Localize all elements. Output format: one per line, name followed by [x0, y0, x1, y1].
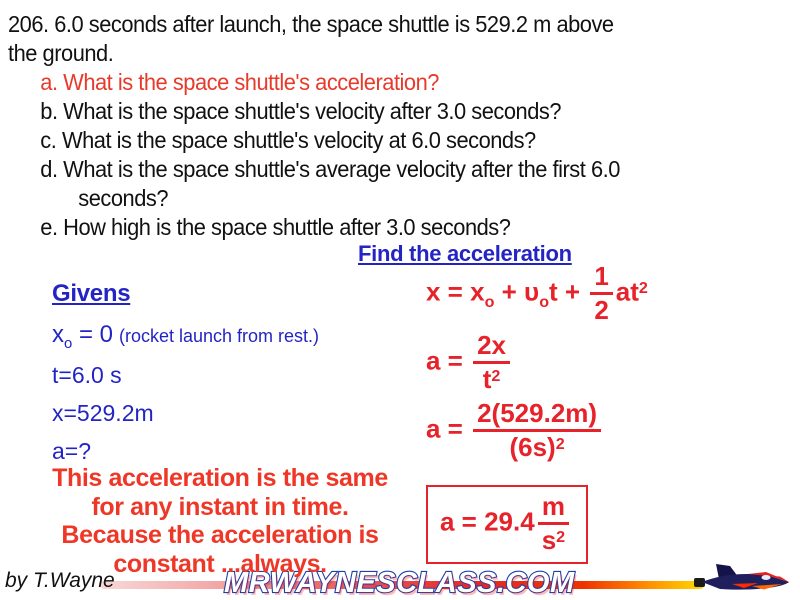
given-x0: $x_o = 0$ (rocket launch from rest.)	[52, 321, 320, 352]
question-a: a. What is the space shuttle's acceleration?	[40, 69, 439, 95]
problem-line: 206. 6.0 seconds after launch, the space shuttle is 529.2 m above	[8, 11, 614, 37]
question-d: d. What is the space shuttle's average velocity after the first 6.0	[40, 156, 620, 182]
credit-text: by T.Wayne	[5, 569, 115, 592]
find-acceleration-heading: Find the acceleration	[358, 241, 572, 266]
acceleration-formula: a = $\frac{2x}{t^2}$	[426, 331, 513, 394]
acceleration-result-box: a = 29.4 $\frac{m}{s^2}$	[426, 485, 588, 564]
given-a: a=?	[52, 438, 92, 464]
given-x: x=529.2m	[52, 400, 154, 426]
question-b: b. What is the space shuttle's velocity after 3.0 seconds?	[40, 98, 562, 124]
problem-line: the ground.	[8, 40, 114, 66]
problem-statement	[8, 10, 768, 242]
kinematics-equation: $x = x_o + \upsilon_ot$ + $\frac{1}{2}$ $at^2$	[426, 261, 648, 326]
givens-section	[52, 280, 319, 476]
given-x0-note: (rocket launch from rest.)	[118, 326, 320, 346]
one-half-fraction: $\frac{1}{2}$	[590, 262, 612, 325]
given-t: t=6.0 s	[52, 362, 122, 388]
acceleration-substitution: a = $\frac{2(529.2m)}{(6s)^2}$	[426, 399, 604, 462]
question-c: c. What is the space shuttle's velocity at 6.0 seconds?	[40, 127, 536, 153]
site-logo-text: MRWAYNESCLASS.COM	[224, 567, 575, 599]
note-text: This acceleration is the same for any instant in time. Because the acceleration is constant ...always.	[52, 464, 388, 578]
givens-heading: Givens	[52, 280, 131, 307]
jet-icon	[692, 562, 796, 598]
question-d-continued: seconds?	[78, 185, 169, 211]
question-e: e. How high is the space shuttle after 3.0 seconds?	[40, 214, 511, 240]
